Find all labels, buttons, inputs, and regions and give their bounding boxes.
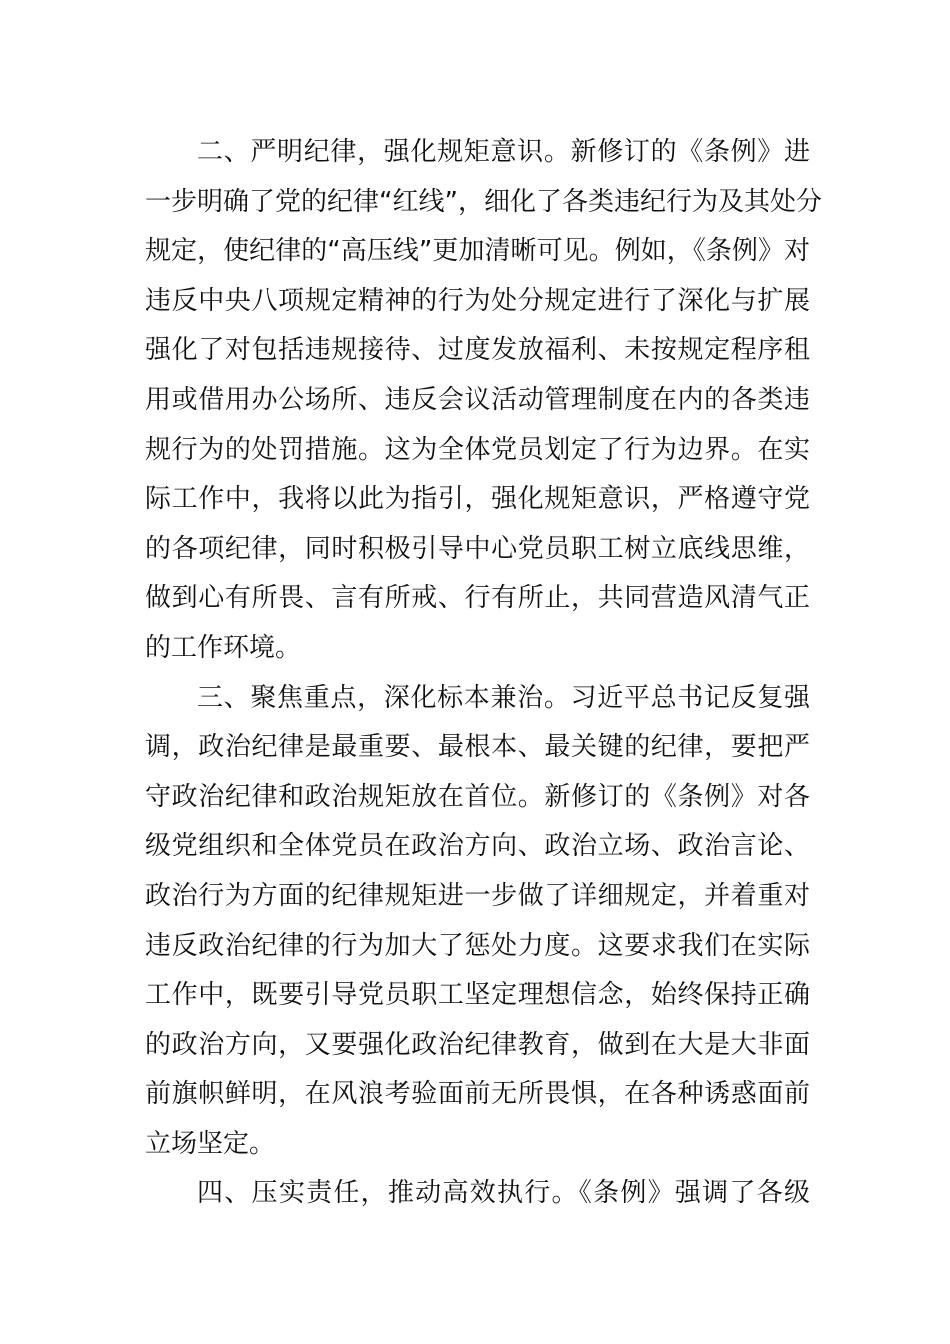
- paragraph-4-line-1: 四、压实责任，推动高效执行。《条例》强调了各级: [197, 1178, 810, 1209]
- paragraph-2-line-5: 强化了对包括违规接待、过度发放福利、未按规定程序租: [145, 335, 810, 366]
- paragraph-3-line-4: 级党组织和全体党员在政治方向、政治立场、政治言论、: [145, 831, 810, 862]
- paragraph-2-line-4: 违反中央八项规定精神的行为处分规定进行了深化与扩展: [145, 285, 810, 316]
- paragraph-3-line-6: 违反政治纪律的行为加大了惩处力度。这要求我们在实际: [145, 930, 810, 961]
- paragraph-3-line-3: 守政治纪律和政治规矩放在首位。新修订的《条例》对各: [145, 781, 810, 812]
- paragraph-3-line-8: 的政治方向，又要强化政治纪律教育，做到在大是大非面: [145, 1029, 810, 1060]
- paragraph-2-line-7: 规行为的处罚措施。这为全体党员划定了行为边界。在实: [145, 434, 810, 465]
- paragraph-2-line-9: 的各项纪律，同时积极引导中心党员职工树立底线思维，: [145, 533, 810, 564]
- paragraph-2-line-2: 一步明确了党的纪律“红线”，细化了各类违纪行为及其处分: [145, 186, 822, 217]
- paragraph-2-line-11: 的工作环境。: [145, 632, 302, 663]
- document-body: [145, 128, 822, 1219]
- paragraph-3-line-5: 政治行为方面的纪律规矩进一步做了详细规定，并着重对: [145, 880, 810, 911]
- paragraph-2-line-3: 规定，使纪律的“高压线”更加清晰可见。例如，《条例》对: [145, 236, 810, 267]
- paragraph-2-line-8: 际工作中，我将以此为指引，强化规矩意识，严格遵守党: [145, 484, 810, 515]
- paragraph-3-line-7: 工作中，既要引导党员职工坚定理想信念，始终保持正确: [145, 980, 810, 1011]
- paragraph-2-line-1: 二、严明纪律，强化规矩意识。新修订的《条例》进: [197, 137, 810, 167]
- paragraph-2-line-10: 做到心有所畏、言有所戒、行有所止，共同营造风清气正: [145, 583, 810, 614]
- paragraph-3-line-10: 立场坚定。: [145, 1128, 276, 1159]
- paragraph-2-line-6: 用或借用办公场所、违反会议活动管理制度在内的各类违: [145, 384, 810, 415]
- paragraph-3-line-9: 前旗帜鲜明，在风浪考验面前无所畏惧，在各种诱惑面前: [145, 1079, 810, 1110]
- paragraph-3-line-1: 三、聚焦重点，深化标本兼治。习近平总书记反复强: [197, 682, 810, 713]
- paragraph-3-line-2: 调，政治纪律是最重要、最根本、最关键的纪律，要把严: [145, 732, 810, 763]
